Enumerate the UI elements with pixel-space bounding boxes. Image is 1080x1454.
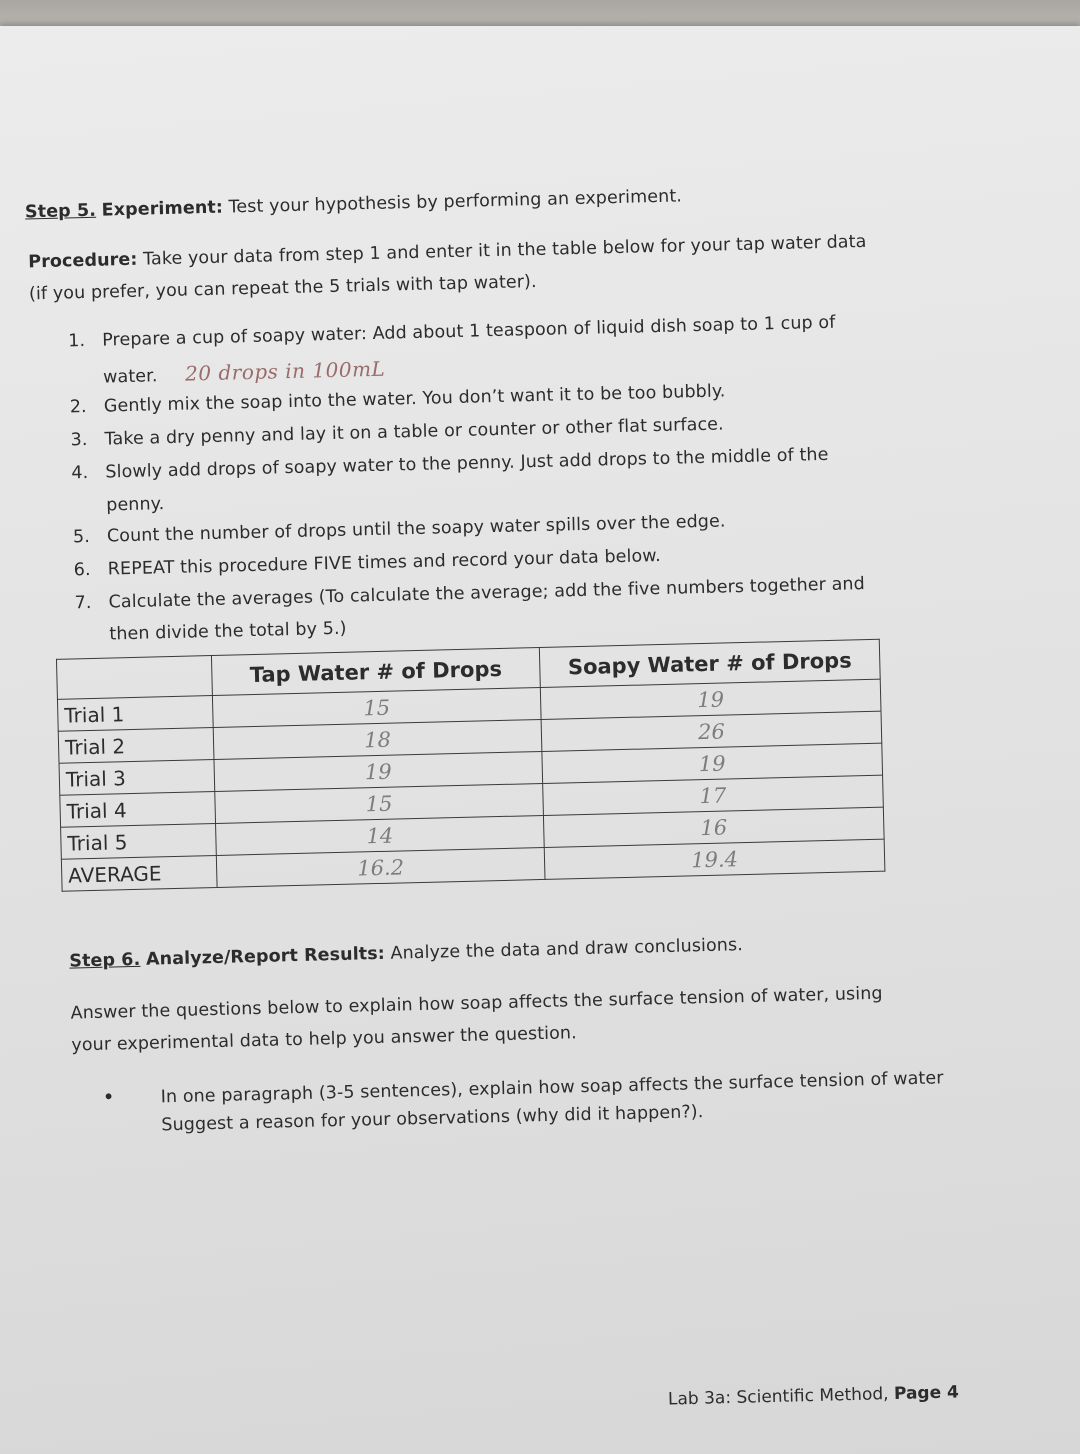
step-4-number: 4. — [71, 462, 89, 484]
soap-average-text: 19.4 — [690, 846, 739, 872]
bullet-icon: • — [102, 1084, 115, 1109]
soap-value-text: 16 — [700, 814, 728, 840]
footer-page-number: Page 4 — [893, 1382, 960, 1405]
answer-instructions-line2: your experimental data to help you answer the question. — [71, 1023, 578, 1056]
step-3-number: 3. — [70, 429, 88, 451]
step-1-text-2: water. — [102, 366, 158, 388]
step6-line — [69, 935, 743, 971]
step-5-number: 5. — [72, 526, 91, 548]
soap-value-text: 19 — [696, 687, 725, 712]
step-6-number: 6. — [73, 559, 91, 581]
row-label: Trial 1 — [57, 696, 213, 732]
tap-value-text: 15 — [363, 695, 391, 720]
procedure-text1: Take your data from step 1 and enter it in the table below for your tap water data — [142, 231, 867, 270]
step-3 — [70, 414, 724, 450]
question-bullet — [102, 1064, 943, 1109]
tap-value-text: 15 — [365, 791, 393, 816]
step-2 — [70, 381, 726, 417]
tap-average[interactable] — [216, 847, 545, 887]
step-1-text: Prepare a cup of soapy water: Add about 1 teaspoon of liquid dish soap to 1 cup of — [101, 312, 836, 351]
step-1-number: 1. — [67, 331, 86, 352]
step-3-text: Take a dry penny and lay it on a table or counter or other flat surface. — [104, 414, 724, 450]
procedure-label: Procedure: — [28, 249, 138, 273]
step-1-continued — [103, 357, 386, 388]
step-4-text: Slowly add drops of soapy water to the penny. Just add drops to the middle of the — [105, 444, 829, 483]
step-4 — [71, 445, 829, 483]
soap-value-text: 17 — [699, 782, 727, 808]
procedure-line1 — [28, 232, 867, 272]
question-line1: In one paragraph (3-5 sentences), explain how soap affects the surface tension of water — [160, 1068, 944, 1108]
tap-value-text: 14 — [366, 823, 394, 848]
step5-text: Test your hypothesis by performing an experiment. — [228, 186, 683, 218]
soap-average[interactable] — [544, 839, 885, 879]
row-label-average: AVERAGE — [61, 855, 217, 891]
step6-text: Analyze the data and draw conclusions. — [390, 935, 744, 964]
step-5 — [73, 511, 726, 547]
step-5-text: Count the number of drops until the soapy water spills over the edge. — [106, 511, 726, 547]
row-label: Trial 5 — [61, 823, 217, 859]
step-6-text: REPEAT this procedure FIVE times and record your data below. — [107, 546, 662, 580]
row-label: Trial 2 — [58, 728, 214, 764]
step-7-continued: then divide the total by 5.) — [109, 618, 347, 645]
step-7 — [74, 574, 865, 613]
step-4-continued: penny. — [105, 494, 165, 516]
soap-value-text: 19 — [698, 751, 726, 776]
handwritten-note: 20 drops in 100mL — [184, 356, 386, 386]
step5-heading: Step 5. — [24, 200, 97, 223]
footer-lab-title: Lab 3a: Scientific Method, — [667, 1384, 889, 1410]
step5-line — [25, 186, 682, 222]
header-tap-water: Tap Water # of Drops — [211, 648, 540, 696]
tap-value-text: 18 — [363, 727, 392, 752]
step-7-number: 7. — [74, 592, 92, 614]
step5-label: Experiment: — [101, 197, 224, 221]
step-2-text: Gently mix the soap into the water. You don’t want it to be too bubbly. — [103, 381, 726, 417]
header-soapy-water: Soapy Water # of Drops — [539, 639, 880, 687]
tap-average-text: 16.2 — [356, 854, 405, 881]
step-6 — [74, 546, 661, 580]
header-empty — [56, 656, 212, 700]
answer-instructions-line1: Answer the questions below to explain how soap affects the surface tension of water, using — [70, 983, 883, 1024]
drops-table — [56, 639, 885, 892]
procedure-line2: (if you prefer, you can repeat the 5 trials with tap water). — [28, 271, 537, 305]
tap-value-text: 19 — [364, 759, 392, 784]
question-line2: Suggest a reason for your observations (why did it happen?). — [161, 1102, 704, 1136]
row-label: Trial 3 — [59, 759, 215, 795]
step6-label: Analyze/Report Results: — [145, 943, 386, 970]
soap-value-text: 26 — [697, 719, 726, 744]
step-1 — [68, 313, 836, 352]
row-label: Trial 4 — [60, 791, 216, 827]
step6-heading: Step 6. — [69, 949, 141, 972]
step-7-text: Calculate the averages (To calculate the average; add the five numbers together and — [108, 574, 866, 613]
step-2-number: 2. — [69, 397, 87, 418]
